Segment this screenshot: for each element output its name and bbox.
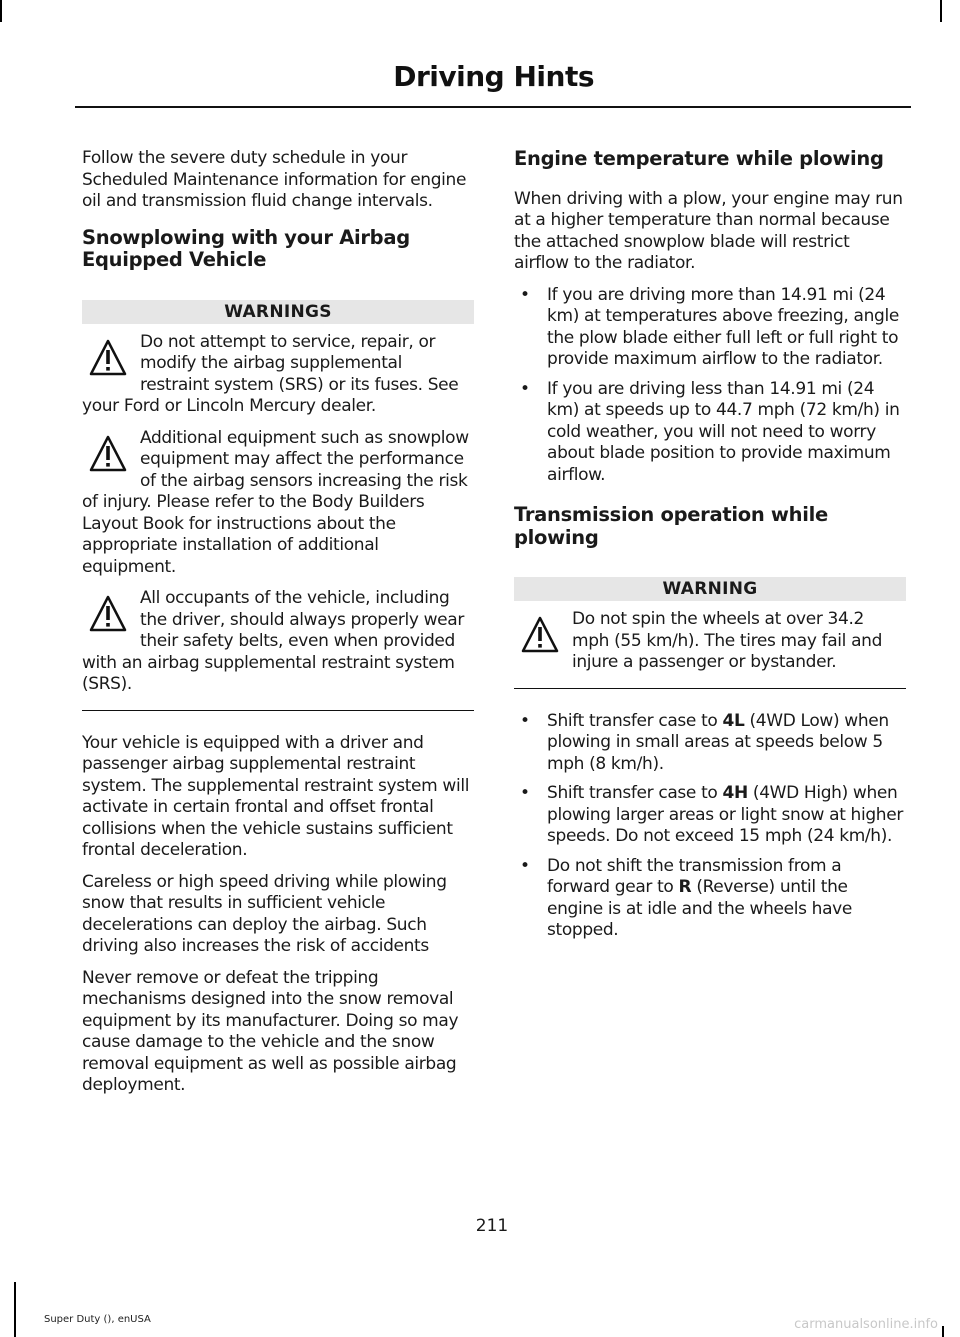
warning-text: Do not attempt to service, repair, or modify the airbag supplemental restraint system (SRS) or its fuses. See your Ford or Lincoln Mercury dealer.: [82, 331, 459, 416]
list-item-text-pre: Shift transfer case to: [547, 710, 723, 731]
warning-text: Additional equipment such as snowplow equipment may affect the performance of the airbag sensors increasing the risk of injury. Please refer to the Body Builders Layout Book for instructions about the appropriate installation of additional equipment.: [82, 427, 469, 577]
gear-code: 4L: [722, 710, 745, 731]
warnings-end-rule: [82, 710, 474, 711]
warning-item: [82, 588, 474, 696]
warning-item: [514, 609, 906, 674]
list-item-text-post: (Reverse) until the engine is at idle and the wheels have stopped.: [547, 877, 852, 940]
warning-label: WARNING: [514, 577, 906, 601]
warning-item: [82, 332, 474, 418]
warning-item: [82, 428, 474, 579]
list-item: [514, 285, 906, 371]
section-heading-engine-temperature: Engine temperature while plowing: [514, 147, 884, 170]
list-item: [514, 856, 906, 942]
list-item-text-pre: Do not shift the transmission from a forward gear to: [547, 855, 842, 897]
engine-bullet-list: [514, 285, 906, 487]
crop-mark-top-right: [940, 0, 942, 22]
crop-mark-bottom-left: [14, 1282, 16, 1337]
page-title: Driving Hints: [393, 60, 594, 93]
bullet: •: [520, 855, 530, 876]
body-paragraph: Never remove or defeat the tripping mechanisms designed into the snow removal equipment by its manufacturer. Doing so may cause damage to the vehicle and the snow removal equipment as well as possible airbag deployment.: [82, 967, 459, 1095]
header-rule: [75, 106, 911, 108]
warning-triangle-icon: [88, 338, 128, 378]
bullet: •: [520, 284, 530, 305]
warning-triangle-icon: [520, 615, 560, 655]
bullet: •: [520, 378, 530, 399]
body-paragraph: Careless or high speed driving while plowing snow that results in sufficient vehicle decelerations can deploy the airbag. Such driving also increases the risk of accidents: [82, 871, 447, 956]
bullet: •: [520, 783, 530, 803]
warning-triangle-icon: [88, 594, 128, 634]
gear-code: 4H: [722, 783, 748, 803]
warning-end-rule: [514, 688, 906, 689]
list-item: [514, 379, 906, 487]
list-item: [514, 783, 906, 848]
crop-mark-top-left: [0, 0, 2, 22]
bullet: •: [520, 710, 530, 731]
warning-triangle-icon: [88, 434, 128, 474]
warnings-label: WARNINGS: [82, 300, 474, 324]
left-column: [82, 148, 474, 1107]
body-paragraph: Your vehicle is equipped with a driver and passenger airbag supplemental restraint system. The supplemental restraint system will activate in certain frontal and offset frontal collisions when the vehicle sustains sufficient frontal deceleration.: [82, 732, 470, 860]
crop-mark-bottom-right: [942, 1326, 944, 1337]
section-heading-snowplowing: Snowplowing with your Airbag Equipped Vehicle: [82, 225, 410, 271]
footer-text: Super Duty (), enUSA: [44, 1314, 151, 1325]
intro-paragraph: Follow the severe duty schedule in your Scheduled Maintenance information for engine oil and transmission fluid change intervals.: [82, 148, 467, 211]
list-item: [514, 711, 906, 776]
list-item-text-pre: Shift transfer case to: [547, 783, 723, 803]
list-item-text: If you are driving more than 14.91 mi (24 km) at temperatures above freezing, angle the plow blade either full left or full right to provide maximum airflow to the radiator.: [547, 284, 899, 369]
list-item-text: If you are driving less than 14.91 mi (24 km) at speeds up to 44.7 mph (72 km/h) in cold weather, you will not need to worry about blade position to provide maximum airflow.: [547, 378, 900, 485]
gear-code: R: [678, 877, 692, 897]
section-heading-transmission: Transmission operation while plowing: [514, 503, 828, 549]
warning-text: All occupants of the vehicle, including the driver, should always properly wear their safety belts, even when provided with an airbag supplemental restraint system (SRS).: [82, 588, 464, 694]
page-number: 211: [475, 1216, 509, 1236]
transmission-bullet-list: [514, 711, 906, 942]
watermark: carmanualsonline.info: [794, 1317, 938, 1332]
warning-text: Do not spin the wheels at over 34.2 mph (55 km/h). The tires may fail and injure a passenger or bystander.: [572, 609, 883, 672]
right-column: [514, 148, 906, 956]
engine-intro-paragraph: When driving with a plow, your engine may run at a higher temperature than normal because the attached snowplow blade will restrict airflow to the radiator.: [514, 188, 903, 273]
list-item-text-post: (4WD Low) when plowing in small areas at speeds below 5 mph (8 km/h).: [547, 710, 889, 774]
list-item-text-post: (4WD High) when plowing larger areas or light snow at higher speeds. Do not exceed 15 mph (24 km/h).: [547, 783, 903, 846]
